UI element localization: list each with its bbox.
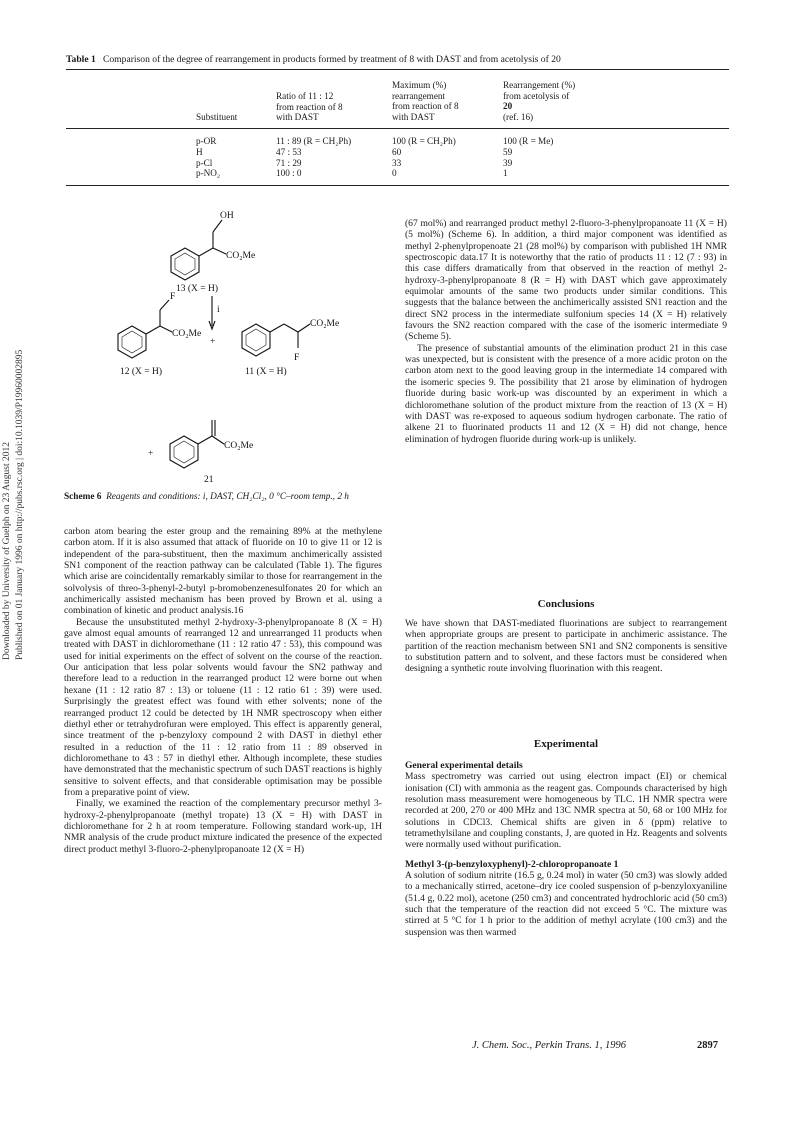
subheading-compound-1: Methyl 3-(p-benzyloxyphenyl)-2-chloropropanoate 1: [405, 858, 619, 870]
label-13: 13 (X = H): [176, 284, 219, 294]
table-cell: p-Cl: [196, 157, 213, 168]
header-maximum: Maximum (%) rearrangement from reaction of 8 with DAST: [392, 80, 459, 122]
table-cell: 100 (R = CH₂Ph): [392, 136, 456, 146]
table-cell: 100 (R = Me): [503, 136, 554, 146]
paragraph: The presence of substantial amounts of the elimination product 21 in this case was unexpected, but is consistent with the presence of a more acidic proton on the carbon atom next to the good leaving group in the intermediate 14 compared with the isomeric species 9. The possibility that 21 arose by elimination of hydrogen fluoride during basic work-up was discounted by an experiment in which a dichloromethane solution of the product mixture from the reaction of 13 (X = H) with DAST was re-exposed to aqueous sodium hydrogen carbonate. The ratio of alkene 21 to fluorinated products 11 and 12 (X = H) did not change, hence elimination of hydrogen fluoride during work-up is unlikely.: [405, 342, 727, 445]
scheme-caption-text: Reagents and conditions: i, DAST, CH₂Cl₂, 0 °C–room temp., 2 h: [106, 492, 349, 502]
experimental-text: [405, 760, 727, 938]
download-watermark: [2, 60, 25, 660]
left-column: [64, 526, 382, 855]
watermark-line-published: Published on 01 January 1996 on http://pubs.rsc.org | doi:10.1039/P19960002895: [15, 349, 25, 660]
table-caption-text: Comparison of the degree of rearrangement in products formed by treatment of 8 with DAST and from acetolysis of 20: [102, 54, 561, 65]
table-col-ratio: [276, 136, 351, 179]
right-column: [405, 218, 727, 445]
watermark-line-download: Downloaded by University of Guelph on 23 August 2012: [2, 442, 12, 660]
label-12: 12 (X = H): [120, 367, 163, 377]
paragraph: Mass spectrometry was carried out using electron impact (EI) or chemical ionisation (CI) with ammonia as the reagent gas. Compounds characterised by high resolution mass measurement were homogeneous by TLC. 1H NMR spectra were recorded at 200, 270 or 400 MHz and 13C NMR spectra at 50, 68 or 100 MHz for solutions in CDCl3. Chemical shifts are given in δ (ppm) relative to tetramethylsilane and coupling constants, J, are quoted in Hz. Reagents and solvents were normally used without purification.: [405, 771, 727, 851]
paragraph: Because the unsubstituted methyl 2-hydroxy-3-phenylpropanoate 8 (X = H) gave almost equal amounts of rearranged 12 and unrearranged 11 products when treated with DAST in dichloromethane (11 : 12 ratio 47 : 53), this compound was used for initial experiments on the effect of solvent on the course of the reaction. Our anticipation that less polar solvents would favour the SN2 pathway and therefore lead to a reduction in the rearranged product 12 were borne out when hexane (11 : 12 ratio 87 : 13) or toluene (11 : 12 ratio 61 : 39) were used. Surprisingly the greatest effect was found with ether solvents; none of the rearranged product 12 could be detected by 1H NMR spectroscopy when either diethyl ether or tetrahydrofuran were employed. This effect is apparently general, since treatment of the p-benzyloxy compound 2 with DAST in diethyl ether resulted in a reduction of the 11 : 12 ratio from 11 : 89 observed in dichloromethane to 43 : 57 in diethyl ether. Although incomplete, these studies have demonstrated that the mechanistic spectrum of such DAST reactions is highly sensitive to solvent effects, and that considerable optimisation may be possible from a preparative point of view.: [64, 616, 382, 798]
page-number: 2897: [697, 1040, 718, 1051]
table-cell: 100 : 0: [276, 168, 302, 179]
table-cell: 0: [392, 168, 397, 179]
table-cell: 60: [392, 146, 402, 157]
label-co2me: CO₂Me: [310, 319, 340, 329]
table-top-rule: [66, 69, 729, 70]
paragraph: (67 mol%) and rearranged product methyl 2-fluoro-3-phenylpropanoate 11 (X = H) (5 mol%) (Scheme 6). In addition, a third major component was identified as methyl 2-phenylpropenoate 21 (28 mol%) by comparison with published 1H NMR spectroscopic data.17 It is noteworthy that the ratio of products 11 : 12 (7 : 93) in this case differs dramatically from that observed in the reaction of methyl 2-hydroxy-3-phenylpropanoate 8 (R = H) with DAST which gave approximately equimolar amounts of the same two products under similar conditions. This suggests that the balance between the anchimerically assisted SN1 reaction and the direct SN2 process in the intermediate sulfonium species 14 (X = H) relatively favours the SN2 reaction compared with the case of the isomeric intermediate 9 (Scheme 5).: [405, 218, 727, 343]
table-cell: 59: [503, 146, 513, 157]
table-header-rule: [66, 128, 729, 129]
table-cell: 1: [503, 168, 508, 179]
table-cell: p-NO₂: [196, 168, 221, 179]
table-cell: 11 : 89 (R = CH₂Ph): [276, 136, 352, 146]
header-ratio: Ratio of 11 : 12 from reaction of 8 with DAST: [276, 91, 343, 123]
label-11: 11 (X = H): [245, 367, 287, 377]
conclusions-heading: Conclusions: [537, 598, 595, 610]
label-co2me: CO₂Me: [226, 251, 256, 261]
table-cell: 47 : 53: [276, 146, 302, 157]
table-cell: 33: [392, 157, 402, 168]
label-co2me: CO₂Me: [224, 441, 254, 451]
header-acetolysis: Rearrangement (%) from acetolysis of 20 (ref. 16): [503, 80, 576, 122]
label-plus: +: [210, 337, 216, 347]
table-col-maximum: [392, 136, 456, 179]
paragraph: A solution of sodium nitrite (16.5 g, 0.24 mol) in water (50 cm3) was slowly added to a mechanically stirred, acetone–dry ice cooled suspension of p-benzyloxyaniline (51.4 g, 0.22 mol), acetone (250 cm3) and concentrated hydrochloric acid (50 cm3) such that the temperature of the reaction did not exceed 5 °C. The mixture was stirred at 5 °C for 1 h prior to the addition of methyl acrylate (100 cm3) and the suspension was then warmed: [405, 870, 727, 938]
label-co2me: CO₂Me: [172, 329, 202, 339]
label-21: 21: [204, 475, 214, 485]
paragraph: Finally, we examined the reaction of the complementary precursor methyl 3-hydroxy-2-phenylpropanoate (methyl tropate) 13 (X = H) with DAST in dichloromethane for 2 h at room temperature. Following standard work-up, 1H NMR analysis of the crude product mixture indicated the presence of the expected direct product methyl 3-fluoro-2-phenylpropanoate 12 (X = H): [64, 798, 382, 855]
table-bottom-rule: [66, 185, 729, 186]
table-cell: H: [196, 146, 203, 157]
table-col-substituent: [196, 136, 220, 179]
subheading-general: General experimental details: [405, 760, 523, 771]
scheme-6-figure: [100, 198, 380, 488]
label-plus: +: [148, 449, 154, 459]
table-caption: [66, 54, 746, 65]
table-cell: 71 : 29: [276, 157, 302, 168]
label-reagent-i: i: [217, 305, 220, 315]
label-oh: OH: [220, 211, 234, 221]
label-f: F: [294, 353, 300, 363]
journal-citation: J. Chem. Soc., Perkin Trans. 1, 1996: [472, 1040, 626, 1051]
paragraph: carbon atom bearing the ester group and the remaining 89% at the methylene carbon atom. If it is also assumed that attack of fluoride on 10 to give 11 or 12 is independent of the para-substituent, then the maximum anchimerically assisted SN1 component of the reaction pathway can be calculated (Table 1). The figures which arise are coincidentally remarkably similar to those for rearrangement in the solvolysis of threo-3-phenyl-2-butyl p-bromobenzenesulfonates 20 for which an anchimerically assisted mechanism has been proved by Brown et al. using a combination of kinetic and product analysis.16: [64, 526, 382, 617]
table-cell: p-OR: [196, 136, 217, 146]
label-f: F: [170, 292, 176, 302]
conclusions-text: We have shown that DAST-mediated fluorinations are subject to rearrangement when appropriate groups are present to participate in anchimeric assistance. The partition of the reaction mechanism between SN1 and SN2 components is sensitive to substitution pattern and to solvent, and these factors must be considered when designing a synthetic route involving fluorination with this reagent.: [405, 618, 727, 675]
table-cell: 39: [503, 157, 513, 168]
table-label: Table 1: [66, 54, 96, 65]
scheme-label: Scheme 6: [64, 492, 102, 502]
scheme-caption: [64, 492, 382, 503]
experimental-heading: Experimental: [533, 738, 599, 750]
header-substituent: Substituent: [196, 112, 238, 122]
table-col-acetolysis: [503, 136, 553, 179]
